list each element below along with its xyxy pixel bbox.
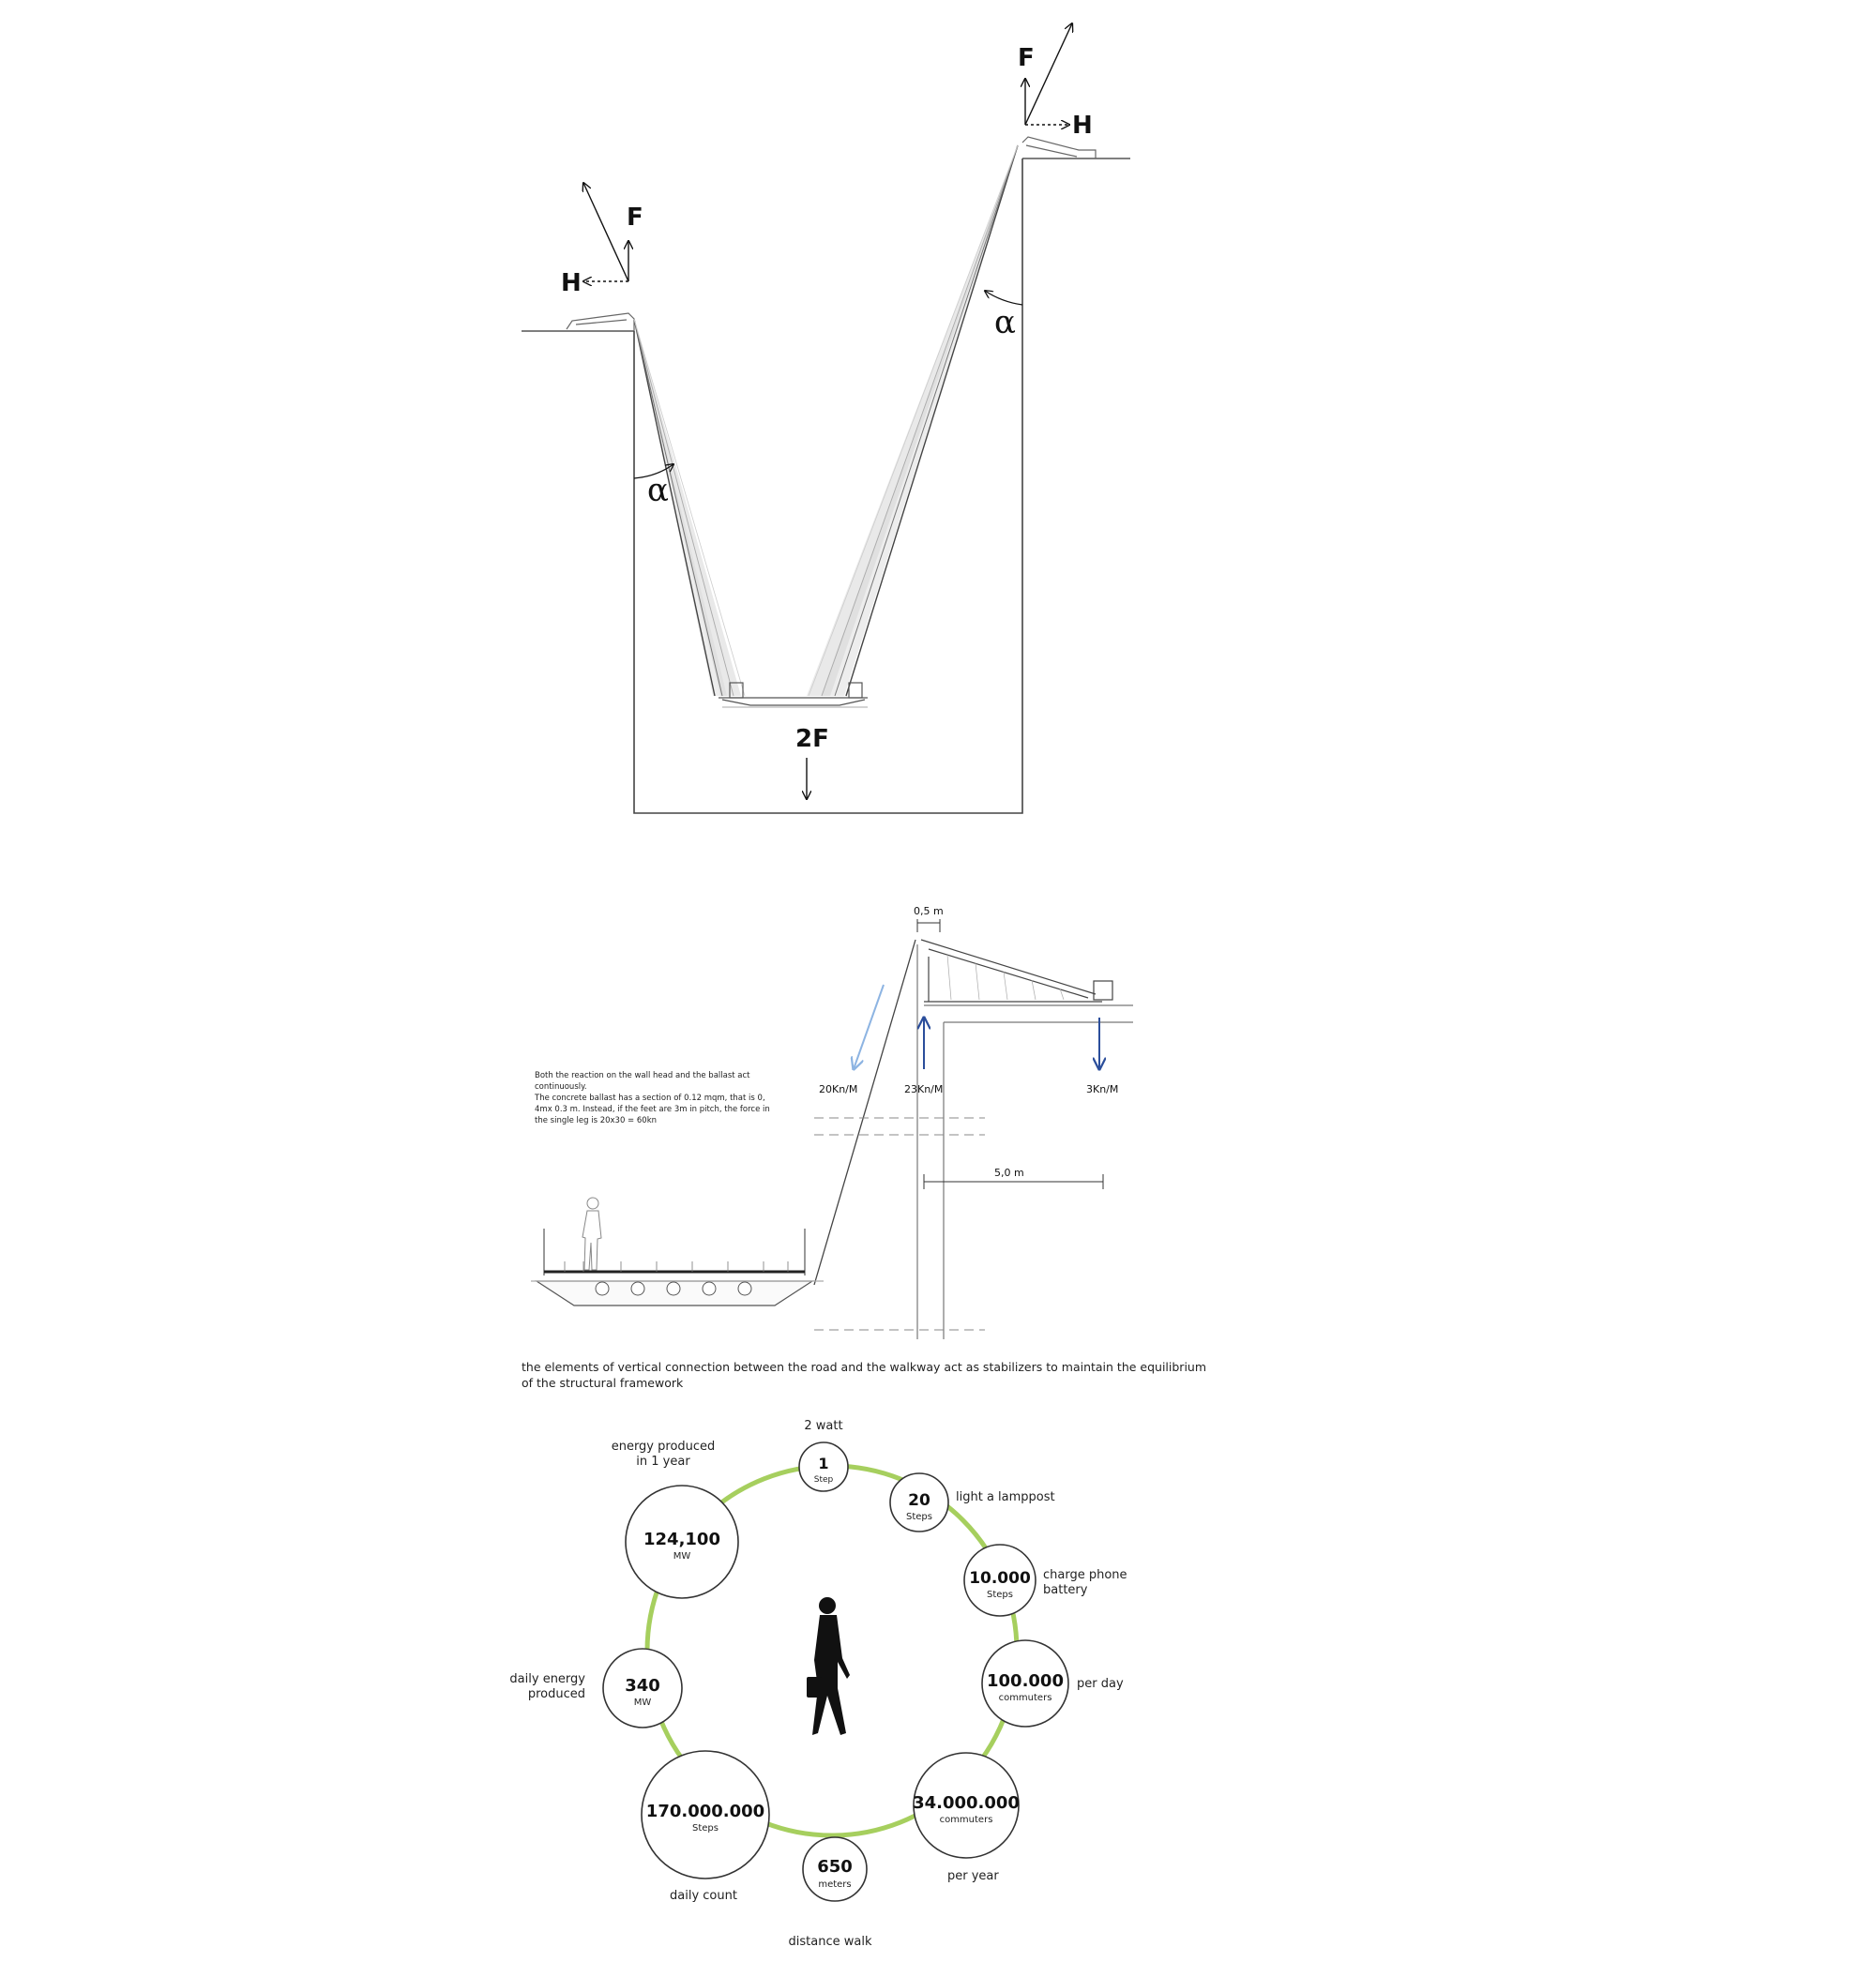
node-twenty-steps (890, 1473, 1055, 1532)
road-ramp (921, 940, 1112, 1002)
node-daily-energy (509, 1649, 682, 1728)
right-cable-fan (807, 145, 1018, 696)
left-force-label: F (627, 204, 643, 232)
energy-cycle-diagram (509, 1419, 1127, 1949)
svg-text:in 1 year: in 1 year (636, 1455, 690, 1469)
hanger-cable (814, 940, 915, 1285)
right-angle-label: α (994, 304, 1016, 341)
node-hundred-thousand-commuters (982, 1640, 1124, 1727)
load-label-mid: 23Kn/M (904, 1083, 944, 1095)
node-yearly-energy (612, 1440, 738, 1598)
svg-text:daily energy: daily energy (509, 1672, 585, 1686)
node-one-step (799, 1419, 848, 1491)
svg-text:4mx 0.3 m. Instead, if the fee: 4mx 0.3 m. Instead, if the feet are 3m in pitch, the force in (535, 1105, 770, 1114)
svg-text:Step: Step (813, 1475, 834, 1485)
svg-text:100.000: 100.000 (987, 1671, 1064, 1691)
left-horizontal-label: H (561, 269, 582, 297)
node-distance-walk (789, 1837, 872, 1949)
load-arrow-left (854, 985, 884, 1069)
top-dimension-label: 0,5 m (914, 905, 944, 917)
svg-text:10.000: 10.000 (969, 1569, 1031, 1588)
svg-text:meters: meters (818, 1879, 852, 1890)
right-angle-arc (985, 291, 1022, 305)
walking-person-icon (807, 1597, 850, 1735)
svg-text:the single leg is 20x30 = 60kn: the single leg is 20x30 = 60kn (535, 1116, 658, 1125)
svg-text:daily count: daily count (670, 1889, 737, 1903)
load-label-left: 20Kn/M (819, 1083, 858, 1095)
svg-text:energy produced: energy produced (611, 1440, 716, 1454)
svg-text:commuters: commuters (939, 1815, 993, 1825)
svg-text:commuters: commuters (998, 1693, 1052, 1703)
svg-text:produced: produced (527, 1687, 585, 1701)
svg-text:battery: battery (1043, 1583, 1088, 1597)
svg-text:Steps: Steps (692, 1823, 719, 1834)
node-thirty-four-million-commuters (913, 1753, 1020, 1883)
span-dimension-label: 5,0 m (994, 1167, 1024, 1179)
dashed-reference-lines (814, 1118, 985, 1330)
left-angle-label: α (647, 472, 669, 509)
force-diagram (522, 23, 1130, 813)
bottom-load-label: 2F (795, 725, 829, 753)
load-label-right: 3Kn/M (1086, 1083, 1119, 1095)
svg-text:MW: MW (633, 1698, 652, 1708)
structural-note (534, 1071, 770, 1125)
trench-outline (634, 158, 1022, 813)
node-ten-thousand-steps (964, 1545, 1127, 1616)
svg-text:340: 340 (625, 1676, 660, 1696)
node-daily-count (642, 1751, 769, 1903)
section-caption-line1: the elements of vertical connection between the road and the walkway act as stabilizers to maintain the equilibrium (522, 1360, 1207, 1374)
svg-text:per year: per year (947, 1869, 999, 1883)
right-force-vectors (1025, 23, 1072, 125)
section-caption-line2: of the structural framework (522, 1376, 684, 1390)
svg-text:34.000.000: 34.000.000 (913, 1793, 1020, 1813)
ramp-hatch (947, 955, 1064, 1000)
svg-text:1: 1 (818, 1455, 829, 1472)
svg-text:charge phone: charge phone (1043, 1568, 1127, 1582)
right-horizontal-label: H (1072, 112, 1093, 140)
left-wall-head (567, 313, 634, 331)
right-wall-head (1022, 137, 1096, 158)
svg-text:20: 20 (908, 1491, 930, 1510)
standing-person-figure (582, 1198, 601, 1270)
deck-posts (565, 1261, 788, 1272)
svg-text:light a lamppost: light a lamppost (956, 1490, 1055, 1504)
svg-text:MW: MW (673, 1551, 691, 1562)
svg-text:per day: per day (1077, 1677, 1124, 1691)
svg-text:2 watt: 2 watt (804, 1419, 843, 1433)
svg-text:The concrete ballast has a sec: The concrete ballast has a section of 0.12 mqm, that is 0, (535, 1094, 765, 1103)
svg-text:Both the reaction on the wall: Both the reaction on the wall head and the ballast act (535, 1071, 750, 1080)
svg-text:170.000.000: 170.000.000 (645, 1802, 765, 1821)
svg-text:650: 650 (817, 1857, 853, 1877)
svg-text:Steps: Steps (987, 1590, 1013, 1600)
section-diagram (522, 905, 1206, 1390)
svg-text:124,100: 124,100 (643, 1530, 720, 1549)
road-structure (917, 944, 1133, 1339)
svg-text:continuously.: continuously. (535, 1082, 587, 1092)
left-force-vectors (583, 183, 628, 281)
right-force-label: F (1018, 44, 1035, 72)
svg-text:Steps: Steps (906, 1512, 932, 1522)
svg-text:distance walk: distance walk (788, 1935, 872, 1949)
